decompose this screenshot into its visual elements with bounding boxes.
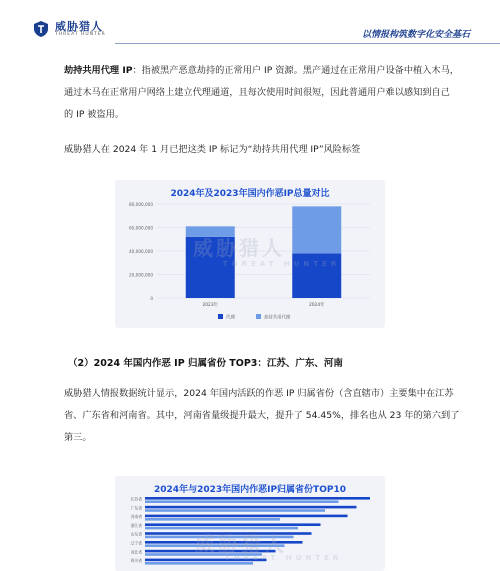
province-bar-2023-2	[145, 518, 280, 521]
y-tick-label: 80,000,000	[129, 202, 153, 207]
logo-name-en: THREAT HUNTER	[55, 31, 106, 37]
bar-proxy-0	[186, 237, 235, 298]
province-bar-2024-1	[145, 506, 357, 509]
section-line-1: 威胁猎人情报数据统计显示，2024 年国内活跃的作恶 IP 归属省份（含直辖市）主要集中在江苏	[64, 388, 454, 399]
province-bar-2023-5	[145, 544, 285, 547]
y-tick-label: 20,000,000	[129, 272, 153, 278]
intro-note: 威胁猎人在 2024 年 1 月已把这类 IP 标记为“劫持共用代理 IP”风险标签	[64, 144, 361, 155]
page-header	[0, 0, 500, 46]
ip-total-chart-svg	[115, 180, 385, 328]
bar-hijacked-0	[186, 226, 235, 237]
province-bar-2024-5	[145, 541, 303, 544]
legend-swatch	[218, 314, 223, 319]
header-slogan: 以情报构筑数字化安全基石	[361, 30, 470, 40]
province-bar-2023-3	[145, 527, 298, 530]
province-bar-2023-1	[145, 509, 325, 512]
province-bar-2024-7	[145, 559, 267, 562]
province-label: 江苏省	[130, 496, 142, 502]
header-divider	[115, 43, 500, 44]
intro-line-2: 通过木马在正常用户网络上建立代理通道，且每次使用时间很短，因此普通用户难以感知到自己	[64, 87, 450, 98]
province-bar-2023-4	[145, 536, 294, 539]
shield-logo-icon	[32, 20, 50, 38]
logo-name-cn: 威胁猎人	[55, 19, 103, 33]
intro-line-1: ：指被黑产恶意劫持的正常用户 IP 资源。黑产通过在正常用户设备中植入木马，	[132, 65, 459, 76]
province-label: 辽宁省	[130, 540, 142, 546]
province-label: 浙江省	[130, 522, 142, 528]
y-tick-label: 60,000,000	[129, 225, 153, 231]
intro-term: 劫持共用代理 IP	[64, 65, 133, 76]
legend-label: 代理	[226, 315, 235, 321]
province-bar-2024-6	[145, 550, 276, 553]
brand-logo	[32, 20, 106, 38]
x-tick-label: 2024年	[308, 303, 325, 308]
province-bar-2023-6	[145, 553, 262, 556]
province-label: 河北省	[130, 549, 142, 555]
section-line-3: 第三。	[64, 432, 92, 443]
province-top10-chart-svg	[115, 476, 385, 571]
chart-watermark-en: THREAT HUNTER	[225, 554, 343, 562]
chart-title: 2024年及2023年国内作恶IP总量对比	[170, 189, 330, 199]
legend-label: 劫持共用代理	[264, 315, 291, 321]
province-bar-2023-0	[145, 500, 339, 503]
province-bar-2023-7	[145, 562, 253, 565]
legend-swatch	[256, 314, 261, 319]
section-paragraph	[64, 383, 474, 449]
intro-paragraph	[64, 60, 474, 126]
bar-proxy-1	[292, 253, 341, 298]
chart-title: 2024年与2023年国内作恶IP归属省份TOP10	[154, 485, 346, 495]
chart-watermark-en: THREAT HUNTER	[223, 260, 341, 268]
province-label: 四川省	[130, 558, 142, 564]
bar-hijacked-1	[292, 206, 341, 253]
province-label: 广东省	[130, 505, 142, 511]
province-bar-2024-2	[145, 515, 348, 518]
x-tick-label: 2023年	[202, 303, 219, 308]
ip-total-chart	[115, 180, 385, 328]
province-label: 河南省	[130, 514, 142, 520]
y-tick-label: 40,000,000	[129, 249, 153, 254]
y-tick-label: 0	[150, 296, 153, 301]
chart-watermark-cn: 威胁猎人	[193, 236, 285, 260]
province-label: 山东省	[130, 531, 142, 537]
province-bar-2024-0	[145, 497, 370, 500]
section-heading: （2）2024 年国内作恶 IP 归属省份 TOP3：江苏、广东、河南	[68, 358, 343, 369]
province-top10-chart	[115, 476, 385, 571]
chart-watermark-cn: 威胁猎人	[195, 532, 287, 556]
province-bar-2024-3	[145, 523, 321, 526]
province-bar-2024-4	[145, 532, 312, 535]
section-line-2: 省、广东省和河南省。其中，河南省量级提升最大，提升了 54.45%，排名也从 23 年的第六到了	[64, 410, 460, 421]
intro-line-3: 的 IP 被盗用。	[64, 109, 125, 120]
